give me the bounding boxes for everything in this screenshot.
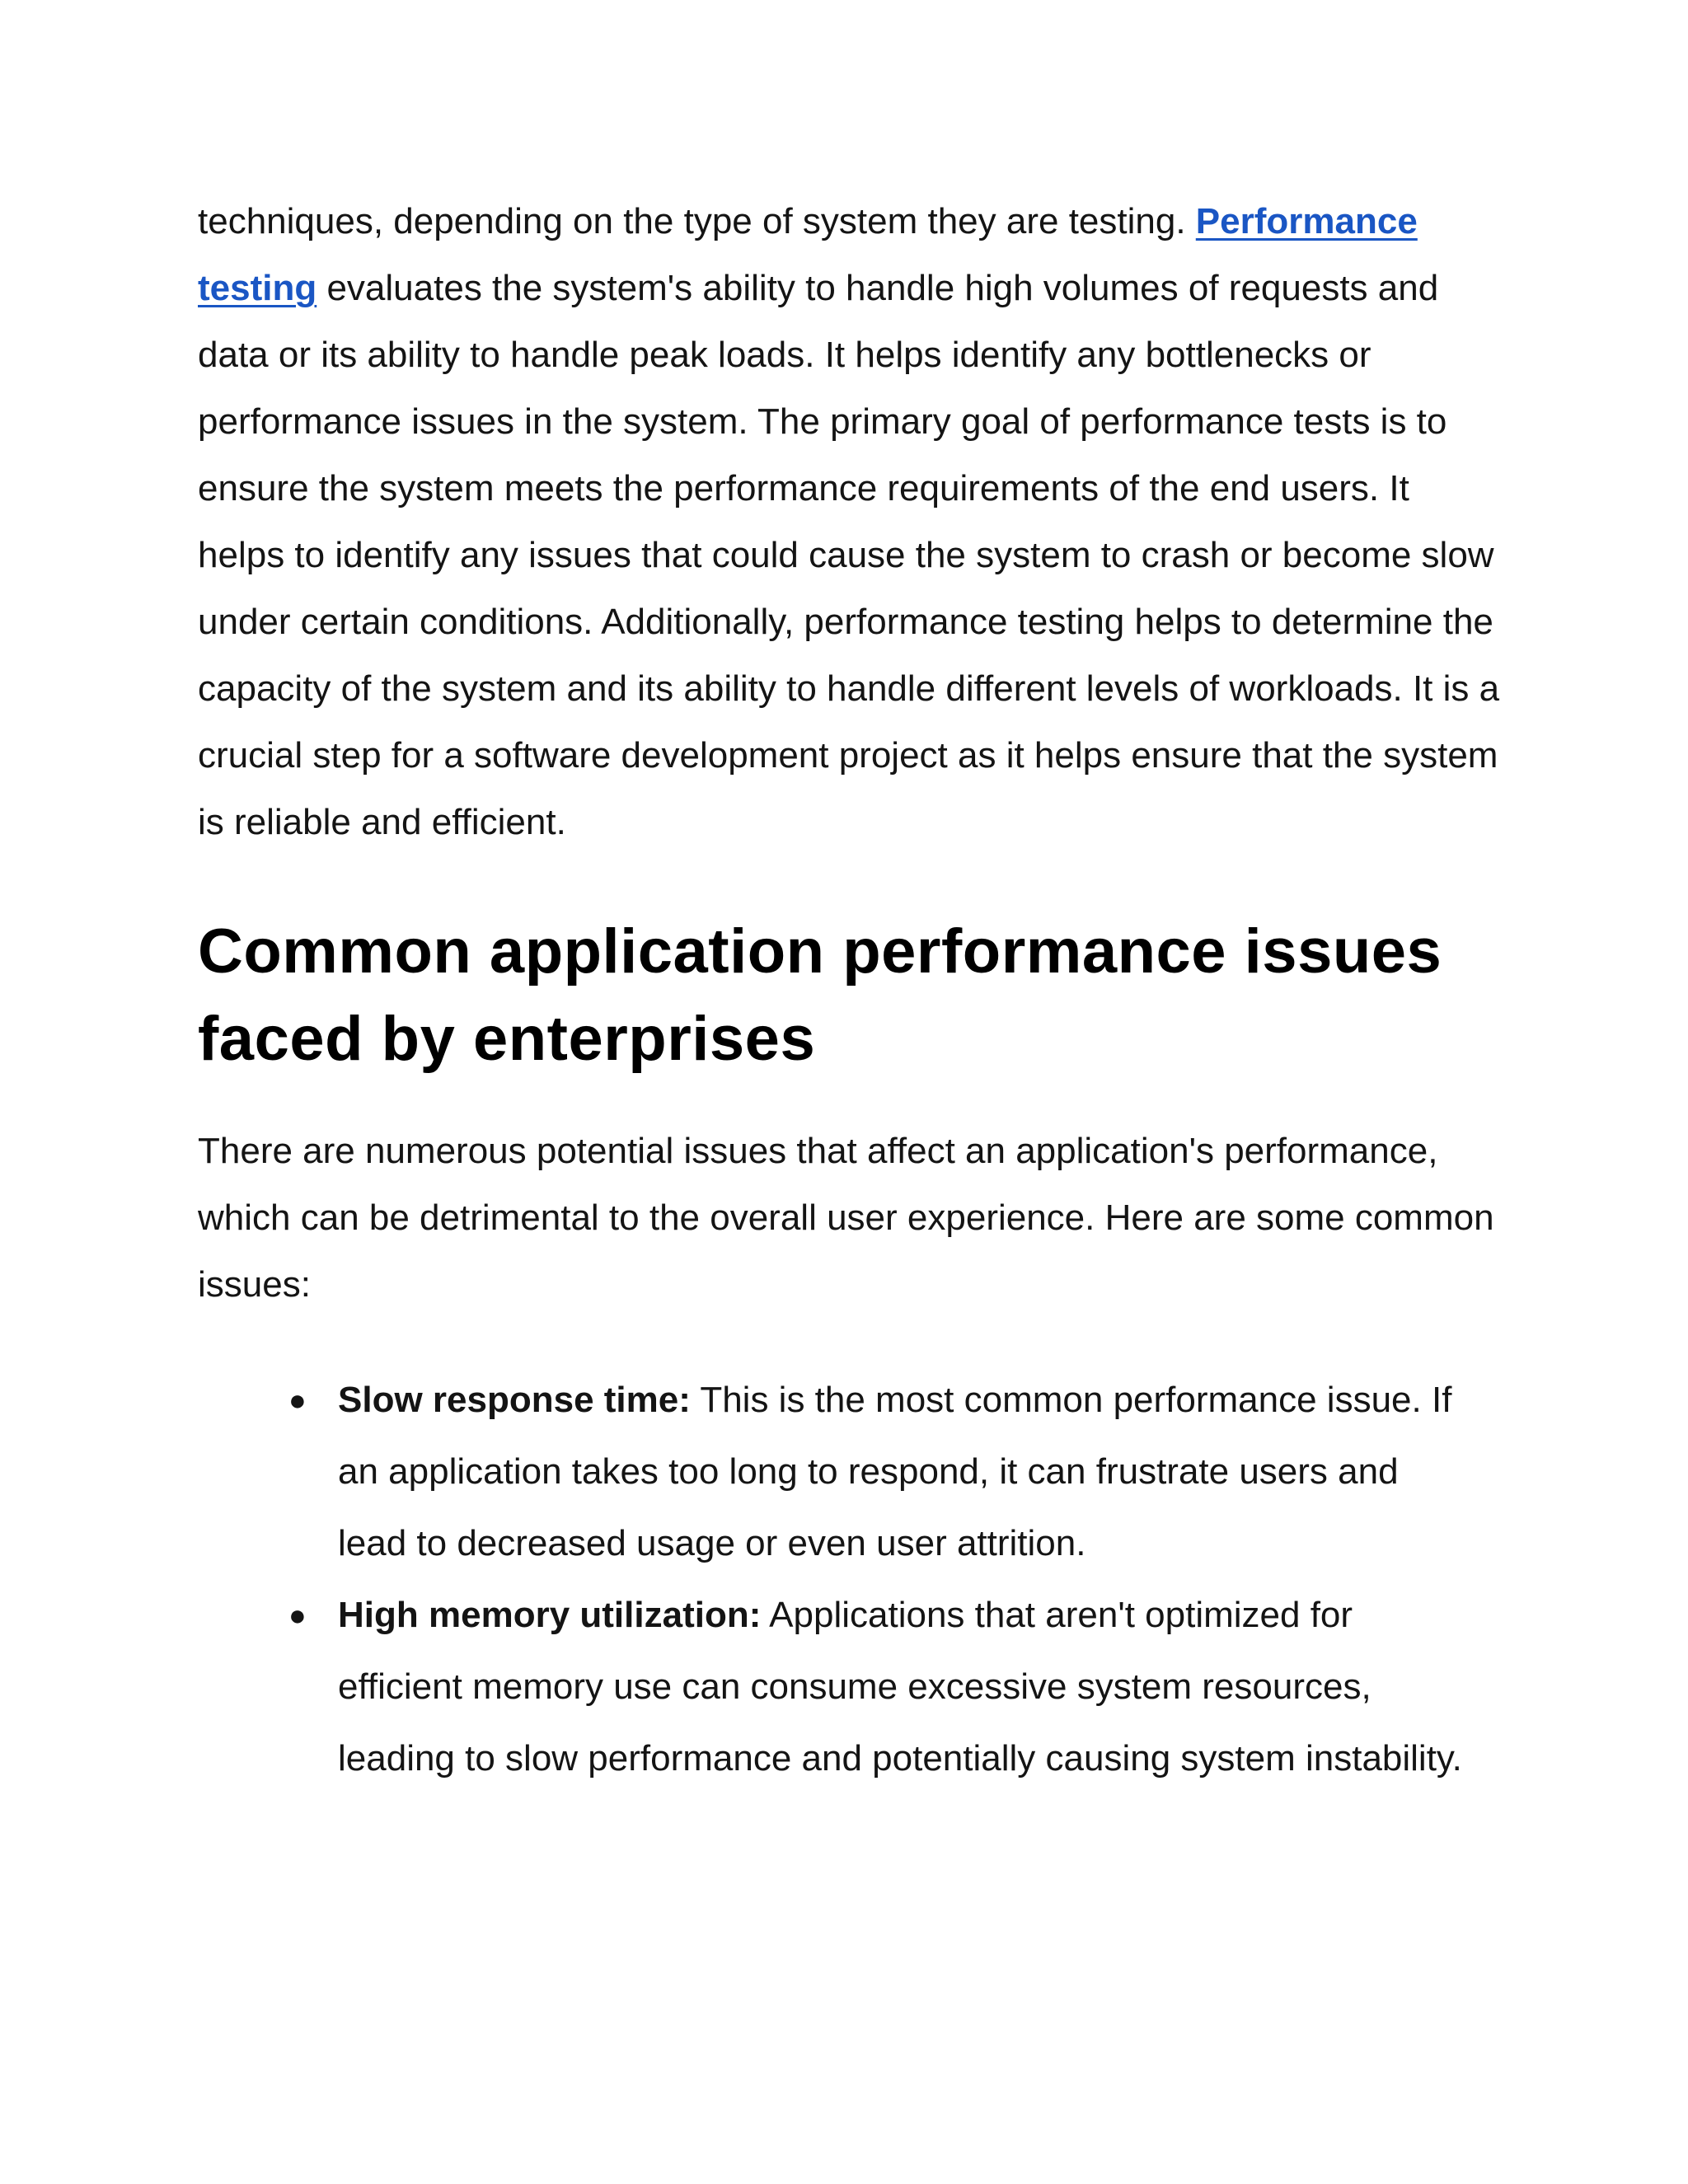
document-page <box>198 188 1500 1794</box>
paragraph-text-end: evaluates the system's ability to handle high volumes of requests and data or its ability to handle peak loads. It helps identify any bottlenecks or performance issues in the system. The primary goal of performance tests is to ensure the system meets the performance requirements of the end users. It helps to identify any issues that could cause the system to crash or become slow under certain conditions. Additionally, performance testing helps to determine the capacity of the system and its ability to handle different levels of workloads. It is a crucial step for a software development project as it helps ensure that the system is reliable and efficient. <box>198 268 1500 842</box>
issue-description: Applications that aren't optimized for efficient memory use can consume excessive system resources, leading to slow performance and potentially causing system instability. <box>338 1595 1462 1779</box>
bullet-icon: ● <box>288 1598 307 1632</box>
intro-paragraph: There are numerous potential issues that affect an application's performance, which can be detrimental to the overall user experience. Here are some common issues: <box>198 1131 1494 1305</box>
bullet-icon: ● <box>288 1383 307 1417</box>
issue-term: Slow response time: <box>338 1380 691 1420</box>
list-item <box>288 1364 1500 1579</box>
performance-testing-link[interactable]: Performance testing <box>198 201 1418 308</box>
issue-term: High memory utilization: <box>338 1595 762 1635</box>
paragraph-text-start: techniques, depending on the type of system they are testing. <box>198 201 1196 241</box>
body-paragraph <box>198 188 1500 855</box>
list-item <box>288 1579 1500 1794</box>
issues-list <box>198 1364 1500 1794</box>
issue-description: This is the most common performance issue. If an application takes too long to respond, it can frustrate users and lead to decreased usage or even user attrition. <box>338 1380 1452 1563</box>
section-heading: Common application performance issues faced by enterprises <box>198 916 1442 1074</box>
